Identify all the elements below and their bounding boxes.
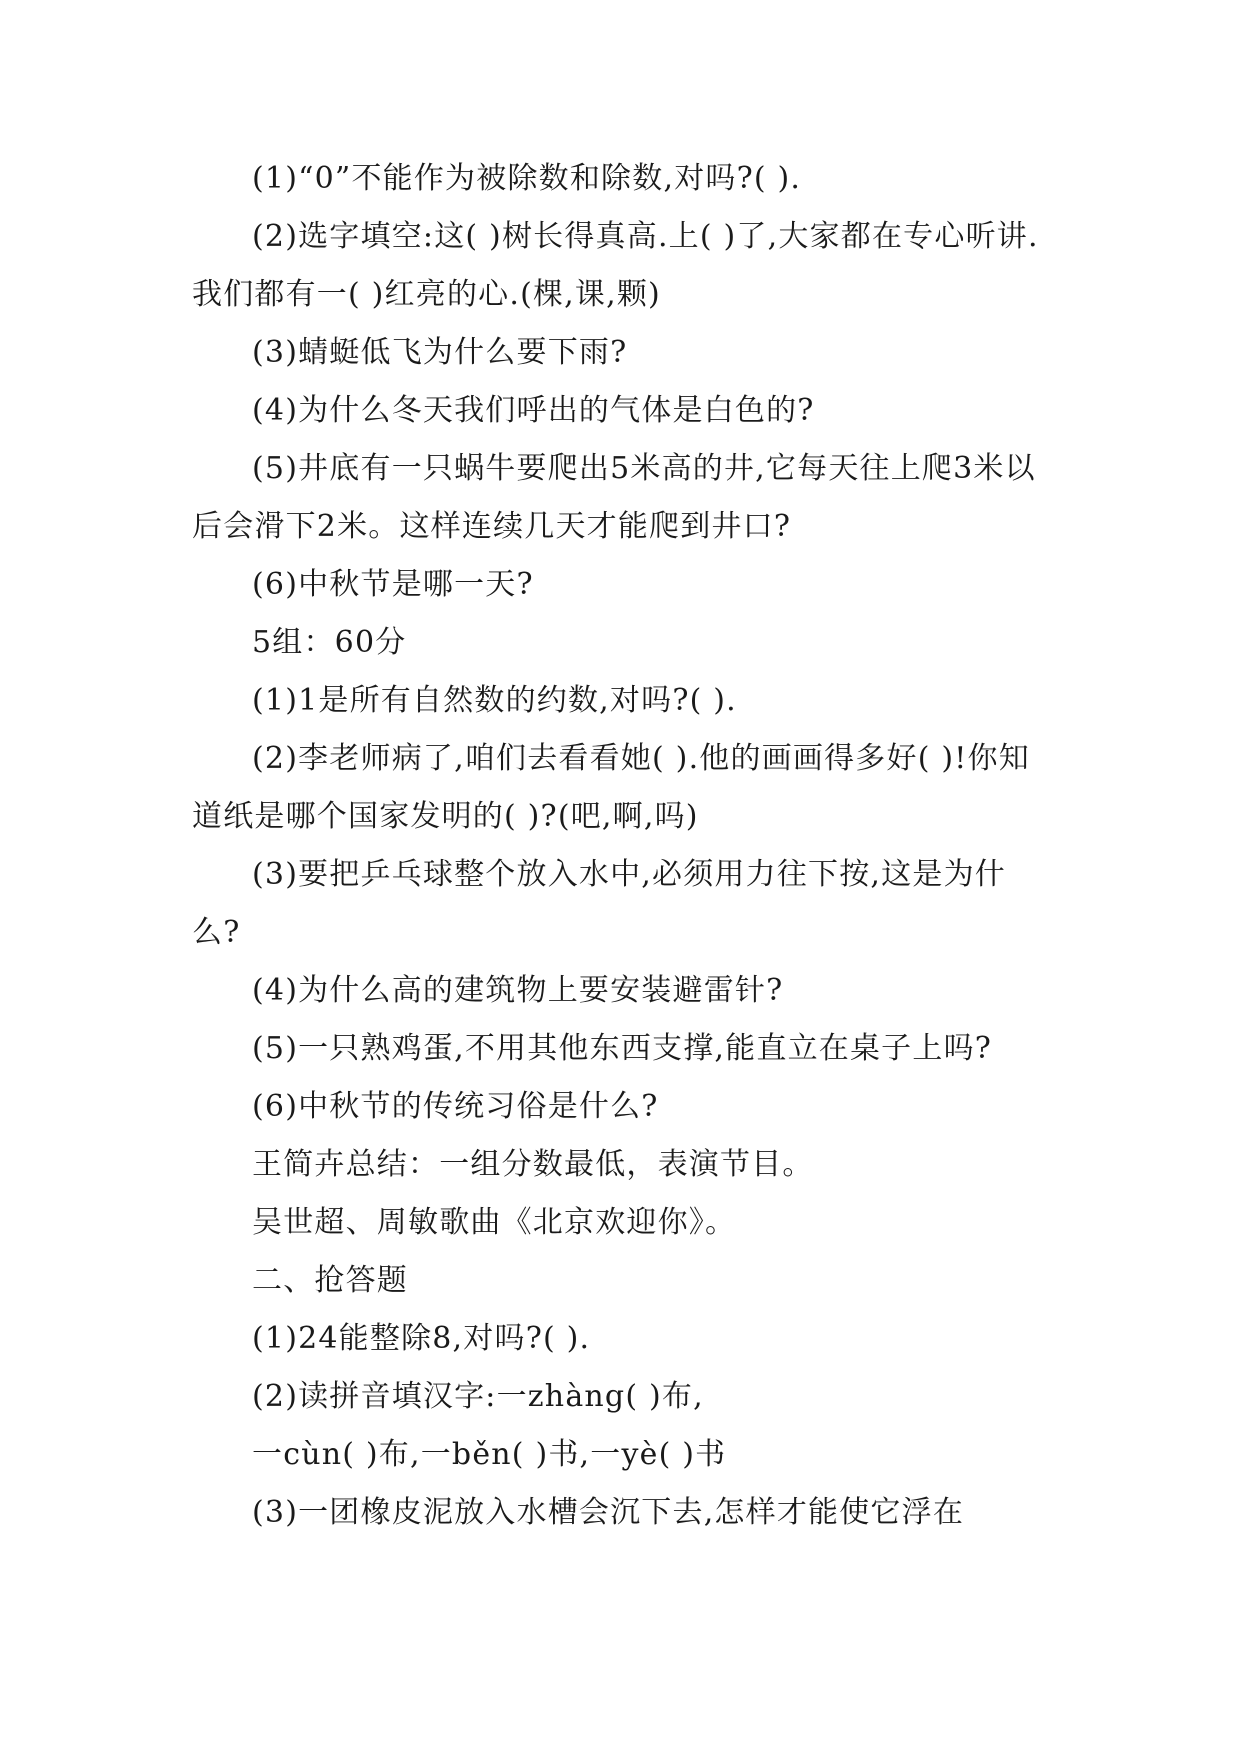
question-mid-autumn-date: (6)中秋节是哪一天?	[252, 567, 534, 602]
section-heading-quick-answer: 二、抢答题	[252, 1263, 408, 1298]
question-snail-well: (5)井底有一只蜗牛要爬出5米高的井,它每天往上爬3米以后会滑下2米。这样连续几天才能爬到井口?	[192, 451, 1036, 544]
question-mid-autumn-customs: (6)中秋节的传统习俗是什么?	[252, 1089, 659, 1124]
question-divisibility: (1)24能整除8,对吗?( ).	[252, 1321, 591, 1356]
question-egg-standing: (5)一只熟鸡蛋,不用其他东西支撑,能直立在桌子上吗?	[252, 1031, 993, 1066]
question-zero-divisor: (1)“0”不能作为被除数和除数,对吗?( ).	[252, 161, 802, 196]
question-pinyin: (2)读拼音填汉字:一zhàng( )布,	[252, 1379, 704, 1414]
question-ping-pong: (3)要把乒乓球整个放入水中,必须用力往下按,这是为什么?	[192, 857, 1006, 950]
question-fill-characters: (2)选字填空:这( )树长得真高.上( )了,大家都在专心听讲.我们都有一( )红亮的心.(棵,课,颗)	[192, 219, 1039, 312]
question-particles: (2)李老师病了,咱们去看看她( ).他的画画得多好( )!你知道纸是哪个国家发明的( )?(吧,啊,吗)	[192, 741, 1030, 834]
question-divisor-one: (1)1是所有自然数的约数,对吗?( ).	[252, 683, 737, 718]
question-pinyin-continued: 一cùn( )布,一běn( )书,一yè( )书	[252, 1437, 727, 1472]
summary-note: 王简卉总结：一组分数最低，表演节目。	[252, 1147, 814, 1182]
group-score-heading: 5组：60分	[252, 625, 407, 660]
question-plasticine: (3)一团橡皮泥放入水槽会沉下去,怎样才能使它浮在	[252, 1495, 965, 1530]
question-winter-breath: (4)为什么冬天我们呼出的气体是白色的?	[252, 393, 815, 428]
question-lightning-rod: (4)为什么高的建筑物上要安装避雷针?	[252, 973, 784, 1008]
document-body	[192, 150, 1054, 1542]
question-dragonfly: (3)蜻蜓低飞为什么要下雨?	[252, 335, 628, 370]
performance-note: 吴世超、周敏歌曲《北京欢迎你》。	[252, 1205, 737, 1240]
